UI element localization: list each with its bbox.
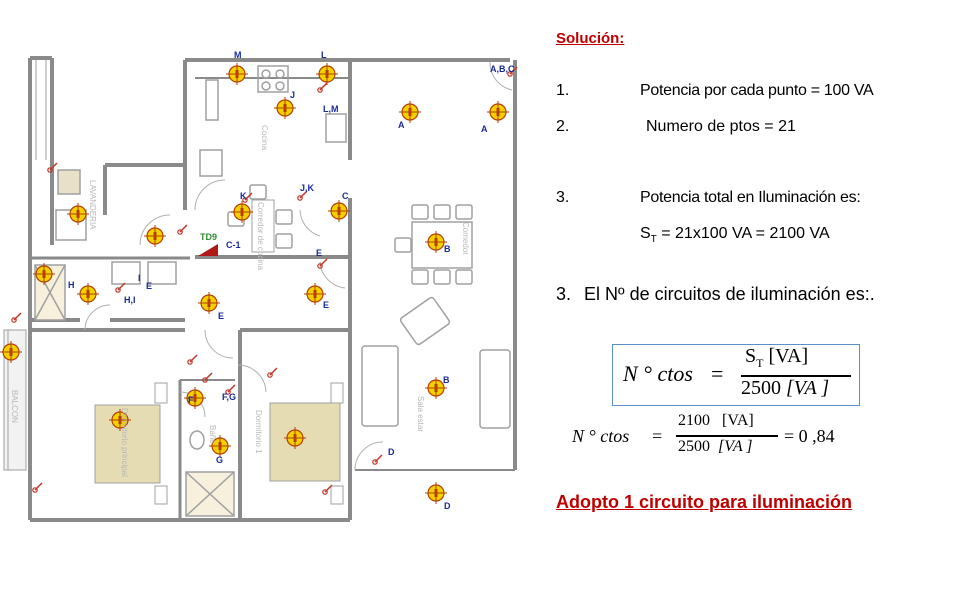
formula-numerator bbox=[678, 412, 754, 430]
formula-lhs: N ° ctos bbox=[572, 426, 630, 446]
label-ABC: A,B,C bbox=[490, 64, 515, 74]
room-bano: Baño bbox=[208, 425, 217, 444]
num-value: 2100 bbox=[678, 412, 710, 429]
item-number: 3. bbox=[556, 189, 570, 206]
formula-equals: = bbox=[652, 426, 663, 446]
total-subscript: T bbox=[650, 234, 657, 246]
den-value: 2500 bbox=[678, 438, 710, 455]
kitchen-fixtures bbox=[200, 66, 346, 176]
distribution-panel bbox=[198, 244, 218, 256]
item-text: Numero de ptos = 21 bbox=[646, 118, 796, 135]
living-furniture bbox=[362, 296, 510, 428]
label-A2: A bbox=[481, 124, 488, 134]
label-B2: B bbox=[443, 375, 450, 385]
label-L: L bbox=[321, 50, 327, 60]
label-HI: H,I bbox=[124, 295, 136, 305]
label-E2: E bbox=[146, 281, 153, 291]
item-text: Potencia por cada punto = 100 VA bbox=[640, 82, 874, 99]
formula-equals: = bbox=[711, 361, 724, 386]
room-sala: Sala estar bbox=[416, 396, 425, 433]
heading-text: El Nº de circuitos de iluminación es:. bbox=[584, 284, 875, 304]
room-dormitorio-principal: Dormitorio principal bbox=[120, 408, 129, 477]
den-unit: [VA ] bbox=[718, 438, 753, 455]
label-D1: D bbox=[388, 447, 395, 457]
label-D2: D bbox=[444, 501, 451, 511]
label-JK: J,K bbox=[300, 183, 315, 193]
room-comedor: Comedor bbox=[461, 222, 470, 255]
fraction-bar bbox=[676, 435, 778, 437]
solution-title: Solución: bbox=[556, 30, 625, 47]
label-H: H bbox=[68, 280, 75, 290]
total-power-line bbox=[640, 225, 830, 245]
den-unit: [VA ] bbox=[786, 377, 830, 399]
item-number: 1. bbox=[556, 82, 570, 99]
label-FG: F,G bbox=[222, 392, 237, 402]
item-text: Potencia total en Iluminación es: bbox=[640, 189, 861, 206]
num-symbol: S bbox=[745, 345, 757, 367]
label-C: C bbox=[342, 191, 349, 201]
total-symbol: S bbox=[640, 225, 651, 242]
formula-denominator bbox=[678, 438, 753, 456]
label-E4: E bbox=[323, 300, 330, 310]
formula-denominator bbox=[741, 377, 829, 400]
formula-numeric bbox=[572, 410, 862, 466]
label-LM: L,M bbox=[323, 104, 339, 114]
label-E1: E bbox=[316, 248, 323, 258]
formula-general bbox=[612, 344, 860, 406]
label-J: J bbox=[290, 90, 296, 100]
total-expression: = 21x100 VA = 2100 VA bbox=[656, 225, 830, 242]
formula-numerator bbox=[745, 345, 808, 371]
den-value: 2500 bbox=[741, 377, 781, 399]
label-E3: E bbox=[218, 311, 225, 321]
room-balcon: BALCON bbox=[10, 390, 19, 423]
room-lavanderia: LAVANDERIA bbox=[88, 180, 97, 230]
label-I: I bbox=[138, 273, 141, 283]
label-B1: B bbox=[444, 244, 451, 254]
label-K: K bbox=[240, 191, 247, 201]
heading-number: 3. bbox=[556, 284, 572, 304]
label-C1: C-1 bbox=[226, 240, 241, 250]
formula-result: = 0 ,84 bbox=[784, 426, 835, 446]
room-cocina: Cocina bbox=[260, 125, 269, 150]
label-TD9: TD9 bbox=[200, 232, 218, 242]
room-corredor: Corredor de cocina bbox=[256, 202, 265, 271]
formula-lhs: N ° ctos bbox=[623, 361, 693, 386]
label-M: M bbox=[234, 50, 242, 60]
num-unit: [VA] bbox=[722, 412, 754, 429]
num-subscript: T bbox=[756, 356, 764, 370]
num-unit: [VA] bbox=[768, 345, 809, 367]
label-G: G bbox=[216, 455, 224, 465]
item-number: 2. bbox=[556, 118, 570, 135]
label-F: F bbox=[188, 395, 194, 405]
room-dormitorio-1: Dormitorio 1 bbox=[254, 410, 263, 454]
label-A1: A bbox=[398, 120, 405, 130]
conclusion: Adopto 1 circuito para iluminación bbox=[556, 492, 853, 512]
